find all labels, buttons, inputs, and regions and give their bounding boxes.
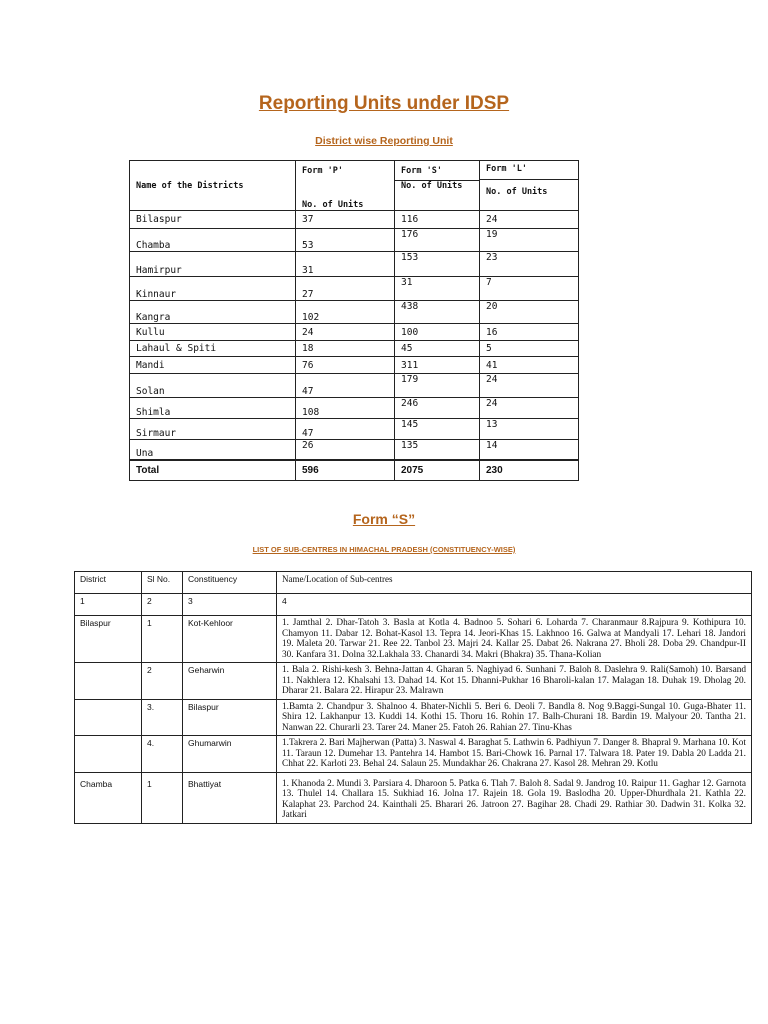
- table-row: Lahaul & Spiti 18 45 5: [130, 341, 579, 357]
- table-row: Bilaspur 1 Kot-Kehloor 1. Jamthal 2. Dhar-Tatoh 3. Basla at Kotla 4. Badnoo 5. Sohari 6. Loharda 7. Charanmaur 8.Rajpura 9. Kothipura 10. Chamyon 11. Dabar 12. Bohat-Kasol 13. Tepra 14. Jeori-Khas 15. Lakhnoo 16. Galwa at Mandyali 17. Lehari 18. Jandori 19. Maleta 20. Tarwar 21. Ree 22. Tanbol 23. Majri 24. Kallar 25. Dabat 26. Nakrana 27. Bholi 28. Doba 29. Chandpur-II 30. Kanfara 31. Dolna 32.Lakhala 33. Chanardi 34. Makri (Bhakra) 35. Thana-Kolian: [75, 616, 752, 663]
- names-col-header: Name/Location of Sub-centres: [277, 572, 752, 594]
- table-row: Mandi 76 311 41: [130, 357, 579, 374]
- header-row: [75, 572, 752, 594]
- form-s-units-header: No. of Units: [395, 181, 480, 211]
- list-heading: LIST OF SUB-CENTRES IN HIMACHAL PRADESH (CONSTITUENCY-WISE): [252, 545, 516, 554]
- page-title: Reporting Units under IDSP: [258, 93, 510, 114]
- district-col-header: District: [75, 572, 142, 594]
- district-name-header: Name of the Districts: [130, 161, 296, 211]
- sub-centres-table: [74, 571, 752, 824]
- table-row: Chamba 1 Bhattiyat 1. Khanoda 2. Mundi 3. Parsiara 4. Dharoon 5. Patka 6. Tlah 7. Baloh 8. Sadal 9. Jandrog 10. Raipur 11. Gaghar 12. Garnota 13. Thulel 14. Challara 15. Sukhiad 16. Jolna 17. Rajein 18. Gola 19. Baslodha 20. Upper-Dhurdhala 21. Kathla 22. Kalaphat 23. Parchod 24. Kainthali 25. Bharari 26. Jatroon 27. Bagihar 28. Chadi 29. Rathiar 30. Dadwin 31. Kolka 32. Jatkari: [75, 772, 752, 823]
- index-row: 1 2 3 4: [75, 594, 752, 616]
- form-p-header: Form 'P': [296, 161, 395, 181]
- total-row: Total 596 2075 230: [130, 460, 579, 481]
- table-row: Shimla 108 246 24: [130, 398, 579, 419]
- table-row: Solan 47 179 24: [130, 374, 579, 398]
- table-row: Hamirpur 31 153 23: [130, 252, 579, 277]
- constituency-col-header: Constituency: [183, 572, 277, 594]
- table-row: Sirmaur 47 145 13: [130, 419, 579, 440]
- form-p-units-header: No. of Units: [296, 181, 395, 211]
- form-l-header: Form 'L' No. of Units: [480, 161, 579, 211]
- table-row: Chamba 53 176 19: [130, 229, 579, 252]
- table-row: Kangra 102 438 20: [130, 301, 579, 324]
- page-subtitle: District wise Reporting Unit: [315, 135, 453, 147]
- table-row: Una 26 135 14: [130, 440, 579, 460]
- table-row: Kullu 24 100 16: [130, 324, 579, 341]
- form-s-header: Form 'S': [395, 161, 480, 181]
- slno-col-header: Sl No.: [142, 572, 183, 594]
- table-row: 3. Bilaspur 1.Bamta 2. Chandpur 3. Shalnoo 4. Bhater-Nichli 5. Beri 6. Deoli 7. Bandla 8. Nog 9.Baggi-Sungal 10. Guga-Bhater 11. Shira 12. Lakhanpur 13. Kuddi 14. Kothi 15. Thoru 16. Rohin 17. Balh-Churani 18. Bardin 19. Malyour 20. Tantha 21. Nanwan 22. Churarli 23. Tarer 24. Maner 25. Fatoh 26. Rahian 27. Tinu-Khas: [75, 699, 752, 736]
- form-s-heading: Form “S”: [352, 511, 416, 527]
- table-row: Kinnaur 27 31 7: [130, 277, 579, 301]
- table-row: Bilaspur 37 116 24: [130, 211, 579, 229]
- district-units-table: [129, 160, 579, 481]
- table-row: 4. Ghumarwin 1.Takrera 2. Bari Majherwan (Patta) 3. Naswal 4. Baraghat 5. Lathwin 6. Padhiyun 7. Danger 8. Bhapral 9. Marhana 10. Kot 11. Taraun 12. Dumehar 13. Pantehra 14. Hambot 15. Bari-Chowk 16. Parnal 17. Talwara 18. Pater 19. Dabla 20 Ladda 21. Chhat 22. Karloti 23. Behal 24. Salaun 25. Mundakhar 26. Chakrana 27. Kasol 28. Mehran 29. Kotlu: [75, 736, 752, 773]
- table-row: 2 Geharwin 1. Bala 2. Rishi-kesh 3. Behna-Jattan 4. Gharan 5. Naghiyad 6. Sunhani 7. Baloh 8. Daslehra 9. Rali(Samoh) 10. Barsand 11. Nakhlera 12. Khalsahi 13. Dahad 14. Kot 15. Dhanni-Pukhar 16 Bharoli-kalan 17. Malagan 18. Duhak 19. Dholag 20. Dharar 21. Balara 22. Hirapur 23. Malrawn: [75, 663, 752, 700]
